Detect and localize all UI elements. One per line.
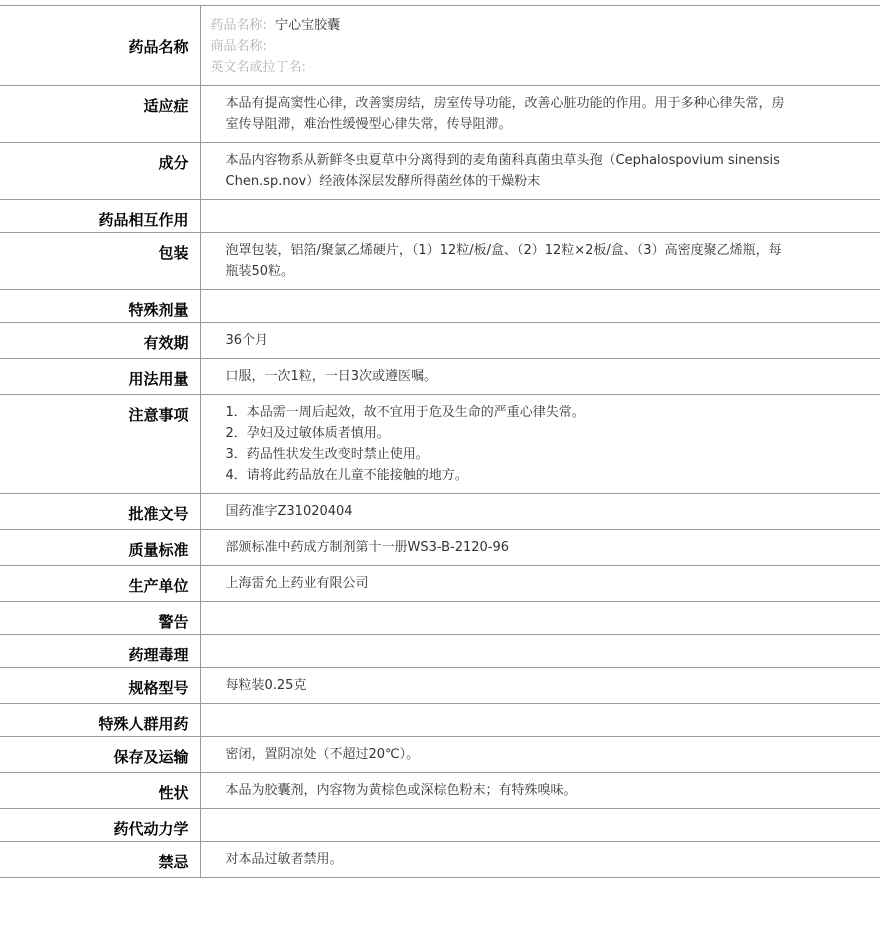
row-label: 性状 [0,773,200,809]
row-label: 生产单位 [0,566,200,602]
row-drug-name [0,6,880,86]
row-value [200,290,880,323]
drug-name-line [211,15,791,36]
row-contraindications [0,842,880,878]
row-interactions [0,200,880,233]
row-label: 规格型号 [0,668,200,704]
row-value: 每粒装0.25克 [200,668,880,704]
row-label: 包装 [0,233,200,290]
row-standard [0,530,880,566]
english-name-key: 英文名或拉丁名: [210,60,306,75]
precaution-item: 4．请将此药品放在儿童不能接触的地方。 [225,468,468,483]
row-value: 口服，一次1粒，一日3次或遵医嘱。 [200,359,880,395]
row-label: 适应症 [0,86,200,143]
row-precautions [0,395,880,494]
row-value [200,395,880,494]
row-value: 本品为胶囊剂，内容物为黄棕色或深棕色粉末；有特殊嗅味。 [200,773,880,809]
row-label: 注意事项 [0,395,200,494]
row-label: 禁忌 [0,842,200,878]
drug-info-sheet [0,5,880,878]
row-label: 特殊人群用药 [0,704,200,737]
row-value [200,200,880,233]
row-value: 泡罩包装，铝箔/聚氯乙烯硬片，（1）12粒/板/盒、（2）12粒×2板/盒、（3）高密度聚乙烯瓶，每瓶装50粒。 [200,233,880,290]
row-storage [0,737,880,773]
row-value: 本品内容物系从新鲜冬虫夏草中分离得到的麦角菌科真菌虫草头孢（Cephalospovium sinensis Chen.sp.nov）经液体深层发酵所得菌丝体的干燥粉末 [200,143,880,200]
trade-name-line [211,36,791,57]
row-label: 质量标准 [0,530,200,566]
drug-info-table [0,5,880,878]
row-value: 国药准字Z31020404 [200,494,880,530]
row-label: 特殊剂量 [0,290,200,323]
row-label: 药理毒理 [0,635,200,668]
row-label: 成分 [0,143,200,200]
row-approval [0,494,880,530]
row-pharmacology [0,635,880,668]
row-packaging [0,233,880,290]
row-shelf-life [0,323,880,359]
row-special-dosage [0,290,880,323]
precaution-item: 2．孕妇及过敏体质者慎用。 [225,426,390,441]
row-appearance [0,773,880,809]
row-value [200,602,880,635]
row-value: 部颁标准中药成方制剂第十一册WS3-B-2120-96 [200,530,880,566]
row-value: 36个月 [200,323,880,359]
row-label: 保存及运输 [0,737,200,773]
row-label: 药品相互作用 [0,200,200,233]
row-specification [0,668,880,704]
row-manufacturer [0,566,880,602]
row-label: 用法用量 [0,359,200,395]
row-label: 批准文号 [0,494,200,530]
row-value [200,6,880,86]
row-warning [0,602,880,635]
precaution-item: 3．药品性状发生改变时禁止使用。 [225,447,429,462]
precaution-item: 1．本品需一周后起效，故不宜用于危及生命的严重心律失常。 [225,405,585,420]
row-value: 上海雷允上药业有限公司 [200,566,880,602]
row-ingredients [0,143,880,200]
row-value [200,635,880,668]
trade-name-key: 商品名称: [210,39,267,54]
row-label: 药品名称 [0,6,200,86]
row-special-population [0,704,880,737]
row-value: 密闭，置阴凉处（不超过20℃）。 [200,737,880,773]
row-label: 药代动力学 [0,809,200,842]
row-label: 警告 [0,602,200,635]
row-value: 对本品过敏者禁用。 [200,842,880,878]
drug-name-value: 宁心宝胶囊 [275,18,341,33]
row-usage [0,359,880,395]
row-label: 有效期 [0,323,200,359]
drug-name-key: 药品名称: [210,18,267,33]
row-value [200,809,880,842]
row-value: 本品有提高窦性心律，改善窦房结，房室传导功能，改善心脏功能的作用。用于多种心律失常，房室传导阻滞，难治性缓慢型心律失常，传导阻滞。 [200,86,880,143]
english-name-line [211,57,791,78]
row-value [200,704,880,737]
row-pharmacokinetics [0,809,880,842]
row-indications [0,86,880,143]
